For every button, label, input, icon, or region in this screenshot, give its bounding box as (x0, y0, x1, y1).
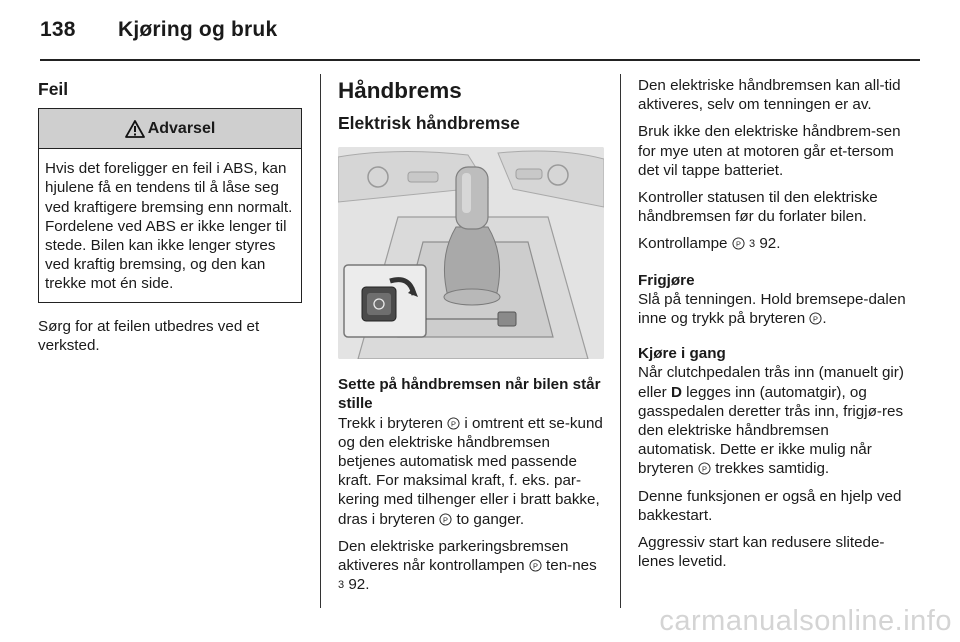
drive-text-2: legges inn (automatgir), og gasspedalen deretter trås inn, frigjø-res den elektriske håndbremsen automatisk. Dette er ikke mulig når bryteren (638, 383, 904, 478)
parking-brake-symbol-icon (809, 312, 822, 325)
activation-paragraph (338, 537, 604, 596)
header-rule (40, 59, 920, 61)
parking-brake-symbol-icon (732, 237, 745, 250)
activation-text-2: ten-nes (546, 557, 597, 575)
activation-text-1: Den elektriske parkeringsbremsen aktiveres når kontrollampen (338, 537, 569, 575)
svg-text:P: P (701, 464, 707, 474)
col3-paragraph-5: Denne funksjonen er også en hjelp ved bakkestart. (638, 487, 902, 524)
parking-brake-symbol-icon (447, 417, 460, 430)
indicator-lamp-text: Kontrollampe (638, 235, 728, 253)
col3-paragraph-6: Aggressiv start kan redusere slitede-lenes levetid. (638, 534, 885, 571)
apply-paragraph (338, 414, 604, 529)
svg-text:P: P (451, 418, 457, 428)
column-1 (38, 76, 304, 363)
page-reference-arrow-icon: 3 (748, 238, 756, 251)
apply-text-3: to ganger. (456, 510, 525, 528)
parking-brake-symbol-icon (439, 513, 452, 526)
console-drawing (338, 147, 604, 359)
release-paragraph (638, 290, 908, 328)
svg-text:P: P (532, 561, 538, 571)
section-heading-handbrems: Håndbrems (338, 78, 462, 103)
column-divider-2 (620, 74, 621, 608)
col3-paragraph-1: Den elektriske håndbremsen kan all-tid aktiveres, selv om tenningen er av. (638, 77, 901, 114)
svg-text:P: P (735, 239, 741, 249)
drive-text-3: trekkes samtidig. (715, 460, 830, 478)
activation-page-ref[interactable]: 92. (348, 576, 370, 594)
warning-title: Advarsel (147, 120, 216, 138)
col3-paragraph-2: Bruk ikke den elektriske håndbrem-sen for mye uten at motoren går et-tersom det vil tappe batteriet. (638, 123, 901, 179)
drive-paragraph (638, 363, 908, 478)
gear-d-label: D (670, 383, 682, 401)
column-2 (338, 76, 604, 603)
page-header (40, 18, 277, 42)
release-period: . (822, 310, 827, 328)
section-heading-feil: Feil (38, 79, 69, 99)
warning-box (38, 108, 302, 302)
parking-brake-symbol-icon (698, 462, 711, 475)
subheading-elektrisk: Elektrisk håndbremse (338, 113, 520, 133)
apply-heading: Sette på håndbremsen når bilen står stille (338, 376, 601, 413)
column-divider-1 (320, 74, 321, 608)
watermark: carmanualsonline.info (659, 605, 952, 637)
page-number: 138 (40, 18, 76, 41)
indicator-page-ref[interactable]: 92. (759, 235, 781, 253)
warning-triangle-icon (125, 120, 145, 138)
parking-brake-symbol-icon (529, 559, 542, 572)
warning-text: Hvis det foreligger en feil i ABS, kan hjulene få en tendens til å låse seg ved kraftigere bremsing enn normalt. Fordelene ved ABS er ikke lenger til stede. Bilen kan ikke lenger styres ved kraftig bremsing, og den kan trekke mot én side. (45, 160, 293, 293)
release-text: Slå på tenningen. Hold bremsepe-dalen inne og trykk på bryteren (638, 290, 906, 328)
apply-text-1: Trekk i bryteren (338, 414, 443, 432)
column-3 (638, 76, 908, 579)
warning-title-bar (39, 109, 301, 149)
apply-text-2: i omtrent ett se-kund og den elektriske håndbremsen betjenes automatisk med passende kraft. For maksimal kraft, f. eks. par-kering med tilhenger eller i bratt bakke, dras i bryteren (338, 414, 603, 528)
svg-text:P: P (813, 314, 819, 324)
release-heading: Frigjøre (638, 271, 695, 289)
handbrake-illustration (338, 147, 604, 359)
col3-paragraph-3: Kontroller statusen til den elektriske håndbremsen før du forlater bilen. (638, 189, 878, 226)
svg-text:P: P (443, 514, 449, 524)
drive-text-1: Når clutchpedalen trås inn (manuelt gir) eller (638, 364, 904, 401)
drive-heading: Kjøre i gang (638, 345, 726, 363)
chapter-title: Kjøring og bruk (118, 18, 278, 41)
col3-paragraph-4 (638, 234, 908, 254)
page-reference-arrow-icon: 3 (338, 579, 345, 592)
feil-note: Sørg for at feilen utbedres ved et verksted. (38, 317, 260, 354)
